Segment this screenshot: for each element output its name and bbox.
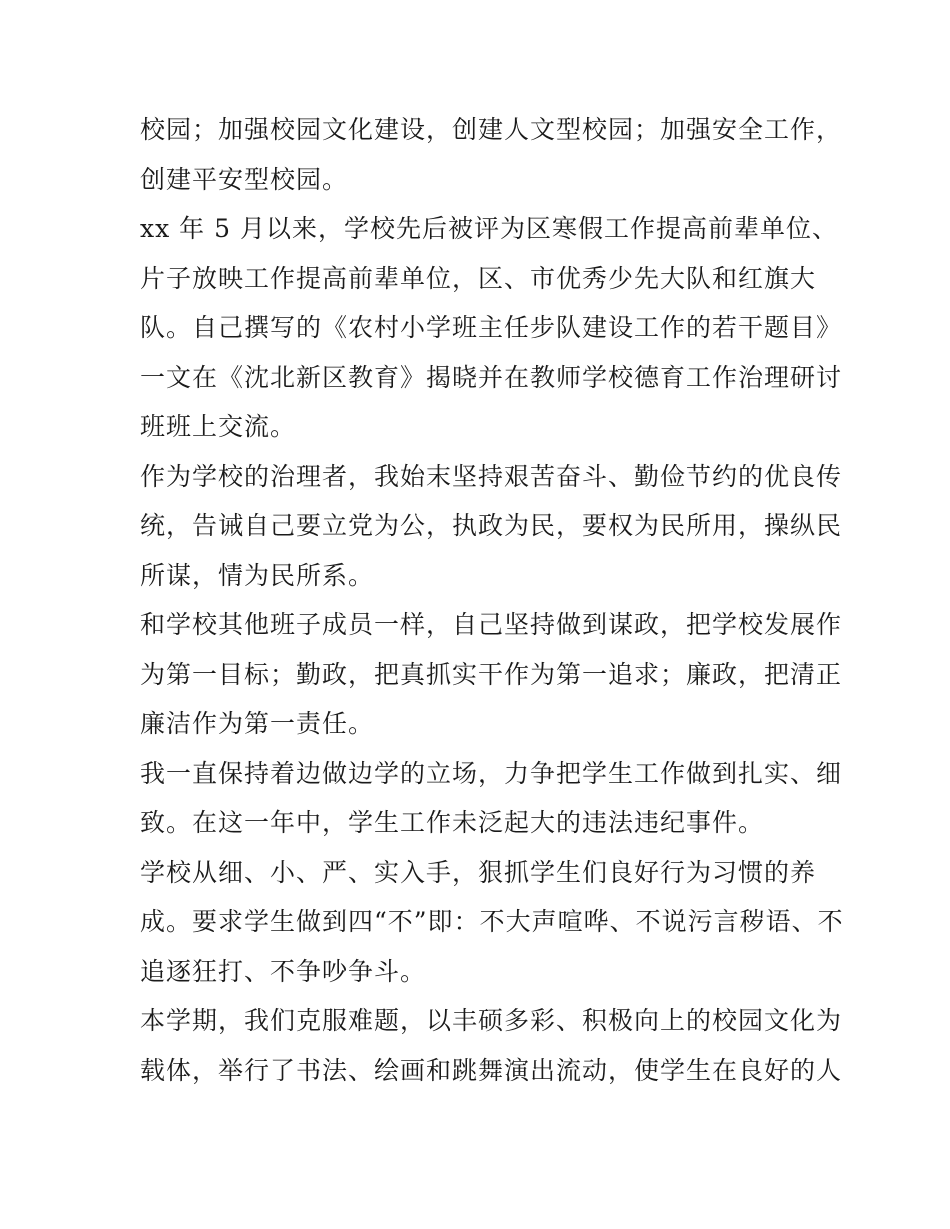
- text-line: 统，告诫自己要立党为公，执政为民，要权为民所用，操纵民: [140, 511, 843, 540]
- text-line: 作为学校的治理者，我始末坚持艰苦奋斗、勤俭节约的优良传: [140, 461, 843, 491]
- text-line: 成。要求学生做到四“不”即：不大声喧哗、不说污言秽语、不: [140, 907, 844, 936]
- text-line: 追逐狂打、不争吵争斗。: [140, 956, 427, 986]
- text-line: 致。在这一年中，学生工作未泛起大的违法违纪事件。: [140, 808, 765, 837]
- text-line: 为第一目标；勤政，把真抓实干作为第一追求；廉政，把清正: [140, 659, 843, 689]
- text-line: 和学校其他班子成员一样，自己坚持做到谋政，把学校发展作: [140, 610, 843, 639]
- text-line: 本学期，我们克服难题，以丰硕多彩、积极向上的校园文化为: [140, 1006, 843, 1035]
- text-line: 片子放映工作提高前辈单位，区、市优秀少先大队和红旗大: [140, 263, 817, 293]
- text-line: xx 年 5 月以来，学校先后被评为区寒假工作提高前辈单位、: [140, 214, 838, 243]
- text-line: 一文在《沈北新区教育》揭晓并在教师学校德育工作治理研讨: [140, 362, 843, 392]
- text-line: 学校从细、小、严、实入手，狠抓学生们良好行为习惯的养: [140, 857, 817, 887]
- text-line: 创建平安型校园。: [140, 164, 349, 194]
- text-line: 班班上交流。: [140, 412, 297, 441]
- text-line: 我一直保持着边做边学的立场，力争把学生工作做到扎实、细: [140, 758, 843, 788]
- text-line: 所谋，情为民所系。: [140, 560, 375, 590]
- document-body: [140, 105, 844, 1095]
- text-line: 校园；加强校园文化建设，创建人文型校园；加强安全工作，: [140, 115, 843, 144]
- text-line: 队。自己撰写的《农村小学班主任步队建设工作的若干题目》: [140, 313, 843, 342]
- text-line: 载体，举行了书法、绘画和跳舞演出流动，使学生在良好的人: [140, 1055, 843, 1085]
- text-line: 廉洁作为第一责任。: [140, 709, 375, 738]
